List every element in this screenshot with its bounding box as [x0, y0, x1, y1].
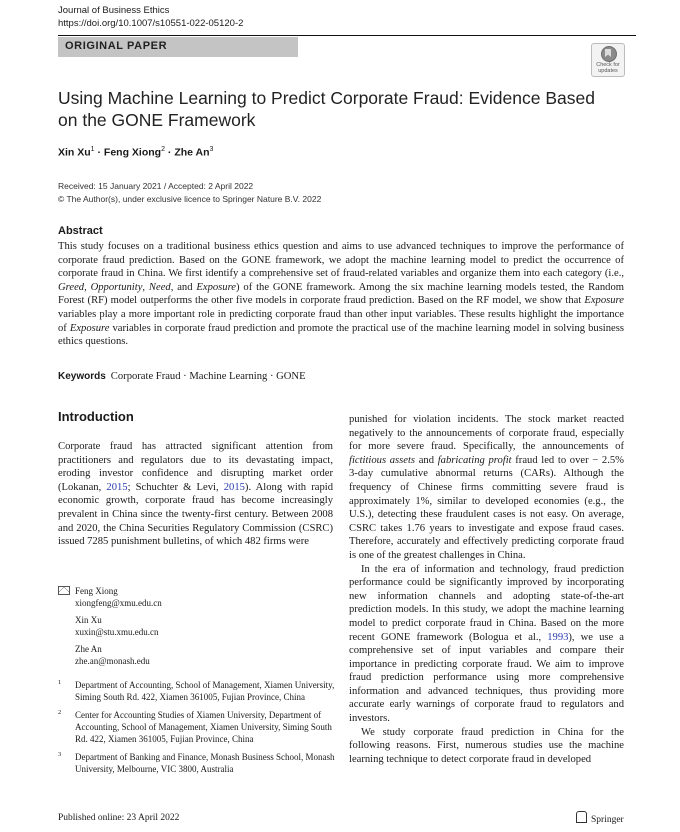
- published-online: Published online: 23 April 2022: [58, 813, 180, 823]
- author-email[interactable]: xuxin@stu.xmu.edu.cn: [75, 627, 159, 637]
- keywords-label: Keywords: [58, 371, 106, 382]
- author-name[interactable]: Zhe An: [174, 146, 210, 159]
- abstract-body: This study focuses on a traditional business ethics question and aims to use advanced techniques to improve the performance of corporate fraud prediction. Based on the GONE framework, we adopt the machine learning model to predict the occurrence of corporate fraud in China. We first identify a comprehensive set of fraud-related variables and organize them into each category (i.e., Greed, Opportunity, Need, and Exposure) of the GONE framework. Among the six machine learning models tested, the Random Forest (RF) model outperforms the other five models in corporate fraud prediction. Based on the RF model, we show that Exposure variables play a more important role in predicting corporate fraud than other input variables. These results highlight the importance of Exposure variables in corporate fraud prediction and promote the practical use of the machine learning model in solving business ethics questions.: [58, 241, 624, 348]
- author-contact: [58, 643, 338, 667]
- author-email[interactable]: zhe.an@monash.edu: [75, 656, 150, 666]
- author-name[interactable]: Feng Xiong: [103, 146, 162, 159]
- author-affiliation-ref[interactable]: 3: [209, 146, 214, 153]
- corresponding-author: [58, 585, 338, 609]
- correspondence-block: [58, 585, 338, 775]
- author-affiliation-ref[interactable]: 2: [161, 146, 165, 153]
- doi-link[interactable]: https://doi.org/10.1007/s10551-022-05120-2: [58, 18, 244, 29]
- title-line-2: on the GONE Framework: [58, 109, 256, 130]
- springer-horse-icon: [576, 811, 587, 823]
- affiliation: 2 Center for Accounting Studies of Xiamen University, Department of Accounting, School of Management, Xiamen University, Siming South Rd. 422, Xiamen 361005, Fujian Province, China: [58, 709, 332, 744]
- header-rule: [58, 35, 636, 36]
- intro-column-left: Corporate fraud has attracted significant attention from practitioners and regulators due to its devastating impact, eroding investor confidence and disrupting market order (Lokanan, 2015; Schuchter & Levi, 2015). Along with rapid economic growth, corporate fraud has become increasingly prevalent in China since the twenty-first century. Between 2008 and 2020, the China Securities Regulatory Commission (CSRC) issued 7285 punishment bulletins, of which 482 firms were: [58, 441, 334, 548]
- citation-link[interactable]: 2015: [223, 481, 245, 493]
- keywords-text: Corporate Fraud · Machine Learning · GONE: [110, 371, 306, 382]
- keywords: [58, 371, 306, 382]
- publisher-name: Springer: [591, 815, 624, 825]
- check-for-updates-button[interactable]: [591, 43, 625, 77]
- citation-link[interactable]: 2015: [106, 481, 128, 493]
- journal-name: Journal of Business Ethics: [58, 5, 170, 16]
- abstract-heading: Abstract: [58, 225, 103, 237]
- author-list: [58, 146, 213, 159]
- affiliation: 1 Department of Accounting, School of Management, Xiamen University, Siming South Rd. 422, Xiamen 361005, Fujian Province, China: [58, 679, 335, 702]
- author-name: Zhe An: [75, 644, 102, 654]
- intro-column-right: punished for violation incidents. The stock market reacted negatively to the announcements of corporate fraud, especially for more severe fraud. Specifically, the announcements of fictitious assets and fabricating profit fraud led to over − 2.5% 3-day cumulative abnormal returns (CARs). Although the frequency of Chinese firms committing severe fraud is approximately 1%, similar to developed economies (e.g., the U.S.), detecting these fraudulent cases is not easy. On average, CSRC takes 1.76 years to investigate and expose fraud cases. Therefore, accurately and effectively predicting corporate fraud is one of the greatest challenges in China. In the era of information and technology, fraud prediction performance could be significantly improved by incorporating new information channels and adopting state-of-the-art prediction models. In this study, we adopt the machine learning model to predict corporate fraud in China. Based on the more recent GONE framework (Bologua et al., 1993), we use a comprehensive set of input variables and compare their importance in predicting corporate fraud. We aim to improve fraud prediction performance using more comprehensive information and advanced techniques, thus providing more accurate early warnings of corporate fraud to regulators and investors. We study corporate fraud prediction in China for the following reasons. First, numerous studies use the machine learning technique to detect corporate fraud in developed: [349, 414, 625, 765]
- author-separator: ·: [165, 146, 175, 159]
- author-name: Feng Xiong: [75, 586, 118, 596]
- title-line-1: Using Machine Learning to Predict Corporate Fraud: Evidence Based: [58, 88, 595, 108]
- paper-title: [58, 88, 618, 131]
- received-accepted: Received: 15 January 2021 / Accepted: 2 April 2022: [58, 181, 254, 191]
- publisher-logo: [576, 811, 624, 825]
- author-affiliation-ref[interactable]: 1: [90, 146, 95, 153]
- introduction-heading: Introduction: [58, 409, 134, 424]
- author-name[interactable]: Xin Xu: [58, 146, 91, 159]
- affiliation: 3 Department of Banking and Finance, Monash Business School, Monash University, Melbourne, VIC 3800, Australia: [58, 751, 335, 774]
- article-type: ORIGINAL PAPER: [65, 40, 168, 52]
- author-email[interactable]: xiongfeng@xmu.edu.cn: [75, 598, 162, 608]
- author-separator: ·: [94, 146, 104, 159]
- article-type-banner: [58, 37, 298, 57]
- crossmark-label-1: Check for: [596, 62, 620, 68]
- author-name: Xin Xu: [75, 615, 102, 625]
- author-contact: [58, 614, 338, 638]
- article-dates: [58, 180, 321, 205]
- citation-link[interactable]: 1993: [547, 631, 569, 643]
- copyright: © The Author(s), under exclusive licence to Springer Nature B.V. 2022: [58, 193, 322, 204]
- crossmark-label-2: updates: [598, 68, 618, 74]
- journal-header: [58, 4, 243, 30]
- envelope-icon: [58, 586, 70, 595]
